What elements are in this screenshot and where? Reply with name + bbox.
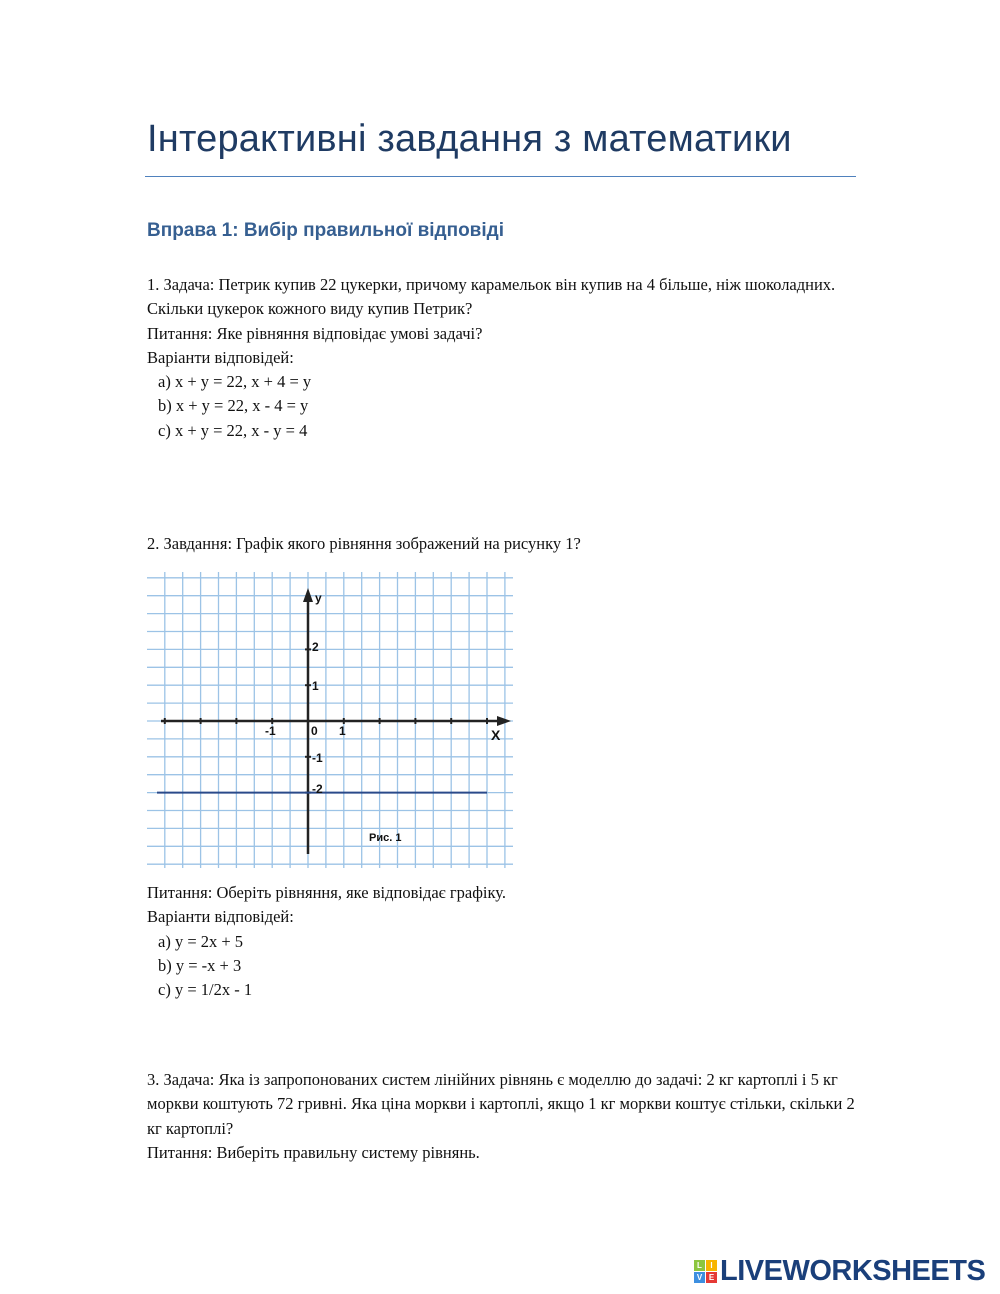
task-2 [147,881,867,1002]
page-title: Інтерактивні завдання з математики [147,118,792,160]
task-2-prompt: 2. Завдання: Графік якого рівняння зображений на рисунку 1? [147,534,581,553]
logo-text: LIVEWORKSHEETS [720,1255,986,1287]
task-1 [147,273,867,443]
logo-letter: I [706,1260,717,1271]
task-1-option-a[interactable]: a) x + y = 22, x + 4 = y [158,372,312,392]
task-3-question: Питання: Виберіть правильну систему рівнянь. [147,1142,480,1162]
title-divider [145,176,856,177]
task-1-variants-label: Варіанти відповідей: [147,347,294,367]
task-1-option-b[interactable]: b) x + y = 22, x - 4 = y [158,396,309,416]
task-2-option-b[interactable]: b) y = -x + 3 [158,955,242,975]
origin-label: 0 [311,724,318,738]
task-3 [147,1068,867,1165]
y-tick-label: 2 [312,640,319,654]
y-axis-label: y [315,591,322,605]
axes [161,588,511,854]
x-axis-label: X [491,727,501,743]
liveworksheets-logo [694,1255,985,1288]
task-1-option-c[interactable]: c) x + y = 22, x - y = 4 [158,420,308,440]
logo-icon [694,1260,717,1283]
task-1-text: Скільки цукерок кожного виду купив Петрик? [147,299,473,319]
x-tick-label: 1 [339,724,346,738]
logo-letter: E [706,1272,717,1283]
task-1-question: Питання: Яке рівняння відповідає умові задачі? [147,323,483,343]
x-tick-label: -1 [265,724,276,738]
y-axis-arrow [303,588,313,602]
task-3-text: 3. Задача: Яка із запропонованих систем лінійних рівнянь є моделлю до задачі: 2 кг картоплі і 5 кг моркви коштують 72 гривні. Яка ціна моркви і картоплі, якщо 1 кг моркви коштує стільки, скільки 2 кг картоплі? [147,1070,855,1138]
task-2-option-c[interactable]: c) y = 1/2x - 1 [158,980,253,1000]
figure-caption: Рис. 1 [369,832,402,844]
logo-letter: V [694,1272,705,1283]
exercise-heading: Вправа 1: Вибір правильної відповіді [147,220,504,241]
task-2-variants-label: Варіанти відповідей: [147,907,294,927]
task-2-question: Питання: Оберіть рівняння, яке відповідає графіку. [147,883,507,902]
task-1-text: 1. Задача: Петрик купив 22 цукерки, причому карамельок він купив на 4 більше, ніж шоколадних. [147,275,836,294]
y-tick-label: -1 [312,751,323,765]
figure-graph [147,572,513,868]
task-2-option-a[interactable]: a) y = 2x + 5 [158,931,244,951]
logo-letter: L [694,1260,705,1271]
x-axis-arrow [497,716,511,726]
y-tick-label: -2 [312,782,323,796]
y-tick-label: 1 [312,679,319,693]
